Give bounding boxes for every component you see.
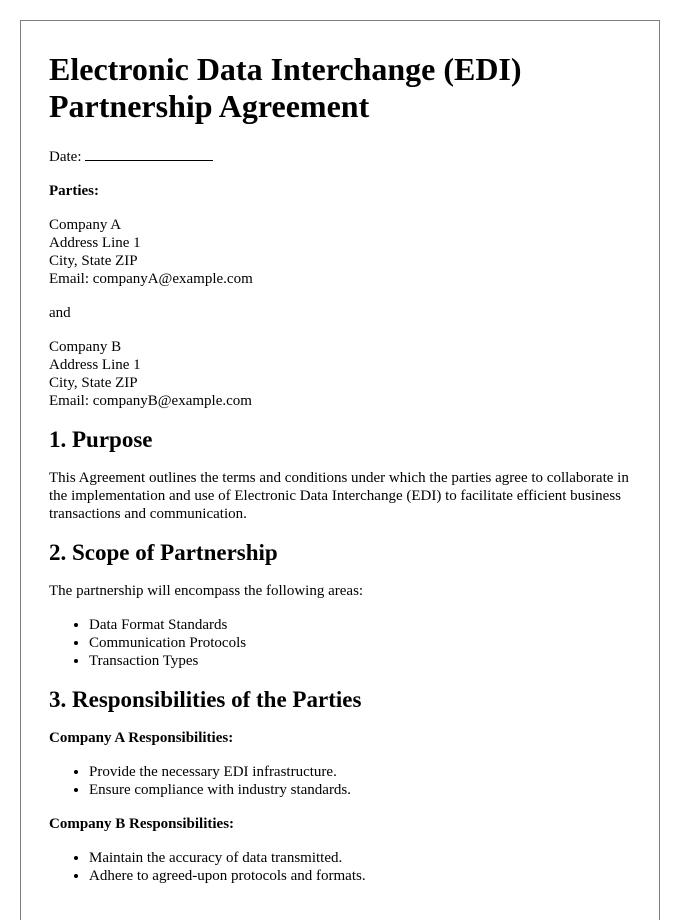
date-label: Date: <box>49 149 82 165</box>
company-b-responsibilities-list <box>49 849 631 885</box>
company-a-block <box>49 216 631 288</box>
company-a-responsibilities-list <box>49 763 631 799</box>
list-item: • Maintain the accuracy of data transmitted. <box>89 849 631 867</box>
company-a-address: Address Line 1 <box>49 235 141 251</box>
scope-list <box>49 616 631 670</box>
company-b-block <box>49 338 631 410</box>
list-item: • Provide the necessary EDI infrastructure. <box>89 763 631 781</box>
and-text: and <box>49 305 71 321</box>
company-b-city: City, State ZIP <box>49 375 138 391</box>
company-a-email: Email: companyA@example.com <box>49 271 253 287</box>
scope-heading: 2. Scope of Partnership <box>49 540 278 565</box>
agreement-document <box>20 20 660 920</box>
company-a-responsibilities-label: Company A Responsibilities: <box>49 730 234 746</box>
responsibilities-heading: 3. Responsibilities of the Parties <box>49 687 362 712</box>
parties-label: Parties: <box>49 183 99 199</box>
scope-intro: The partnership will encompass the following areas: <box>49 583 364 599</box>
company-b-name: Company B <box>49 339 122 355</box>
company-a-city: City, State ZIP <box>49 253 138 269</box>
list-item: • Adhere to agreed-upon protocols and formats. <box>89 867 631 885</box>
list-item: • Ensure compliance with industry standards. <box>89 781 631 799</box>
date-blank-field <box>85 147 213 161</box>
company-b-address: Address Line 1 <box>49 357 141 373</box>
company-b-responsibilities-label: Company B Responsibilities: <box>49 816 235 832</box>
list-item: • Communication Protocols <box>89 634 631 652</box>
purpose-heading: 1. Purpose <box>49 427 153 452</box>
purpose-body: This Agreement outlines the terms and conditions under which the parties agree to collaborate in the implementation and use of Electronic Data Interchange (EDI) to facilitate efficient business transactions and communication. <box>49 470 629 522</box>
list-item: • Transaction Types <box>89 652 631 670</box>
date-line <box>49 147 631 166</box>
company-a-name: Company A <box>49 217 122 233</box>
company-b-email: Email: companyB@example.com <box>49 393 252 409</box>
list-item: • Data Format Standards <box>89 616 631 634</box>
document-title: Electronic Data Interchange (EDI) Partnership Agreement <box>49 51 522 124</box>
